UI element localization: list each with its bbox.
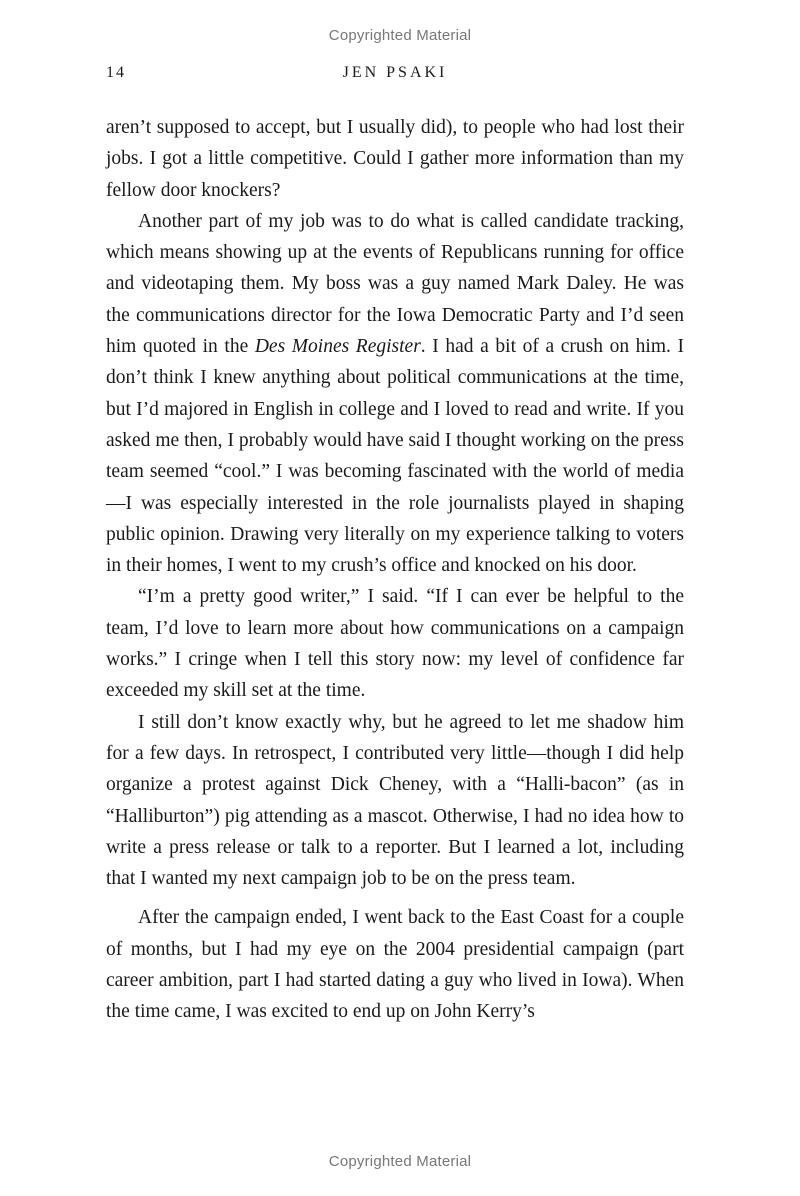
paragraph-2-text-b: . I had a bit of a crush on him. I don’t think I knew anything about political communications at the time, but I’d majored in English in college and I loved to read and write. If you asked me then, I probably would have said I thought working on the press team seemed “cool.” I was becoming fascinated with the world of media—I was especially interested in the role journalists played in shaping public opinion. Drawing very literally on my experience talking to voters in their homes, I went to my crush’s office and knocked on his door.: [106, 336, 684, 577]
running-head: [106, 64, 684, 88]
paragraph-2-text-a: Another part of my job was to do what is called candidate tracking, which means showing up at the events of Republicans running for office and videotaping them. My boss was a guy named Mark Daley. He was the communications director for the Iowa Democratic Party and I’d seen him quoted in the: [106, 210, 684, 358]
page-number: 14: [106, 64, 126, 81]
body-text: [106, 112, 684, 1028]
running-head-author: JEN PSAKI: [342, 64, 448, 81]
paragraph-5: After the campaign ended, I went back to the East Coast for a couple of months, but I had my eye on the 2004 presidential campaign (part career ambition, part I had started dating a guy who lived in Iowa). When the time came, I was excited to end up on John Kerry’s: [106, 907, 684, 1023]
paragraph-3: “I’m a pretty good writer,” I said. “If I can ever be helpful to the team, I’d love to learn more about how communications on a campaign works.” I cringe when I tell this story now: my level of confidence far exceeded my skill set at the time.: [106, 586, 684, 702]
paragraph-4: I still don’t know exactly why, but he agreed to let me shadow him for a few days. In retrospect, I contributed very little—though I did help organize a protest against Dick Cheney, with a “Halli-bacon” (as in “Halliburton”) pig attending as a mascot. Otherwise, I had no idea how to write a press release or talk to a reporter. But I learned a lot, including that I wanted my next campaign job to be on the press team.: [106, 711, 684, 890]
copyright-watermark-top: Copyrighted Material: [328, 27, 472, 44]
newspaper-title: Des Moines Register: [254, 336, 421, 358]
paragraph-2: [106, 206, 684, 582]
paragraph-1: aren’t supposed to accept, but I usually did), to people who had lost their jobs. I got a little competitive. Could I gather more information than my fellow door knockers?: [106, 117, 684, 201]
copyright-watermark-bottom: Copyrighted Material: [328, 1153, 472, 1170]
